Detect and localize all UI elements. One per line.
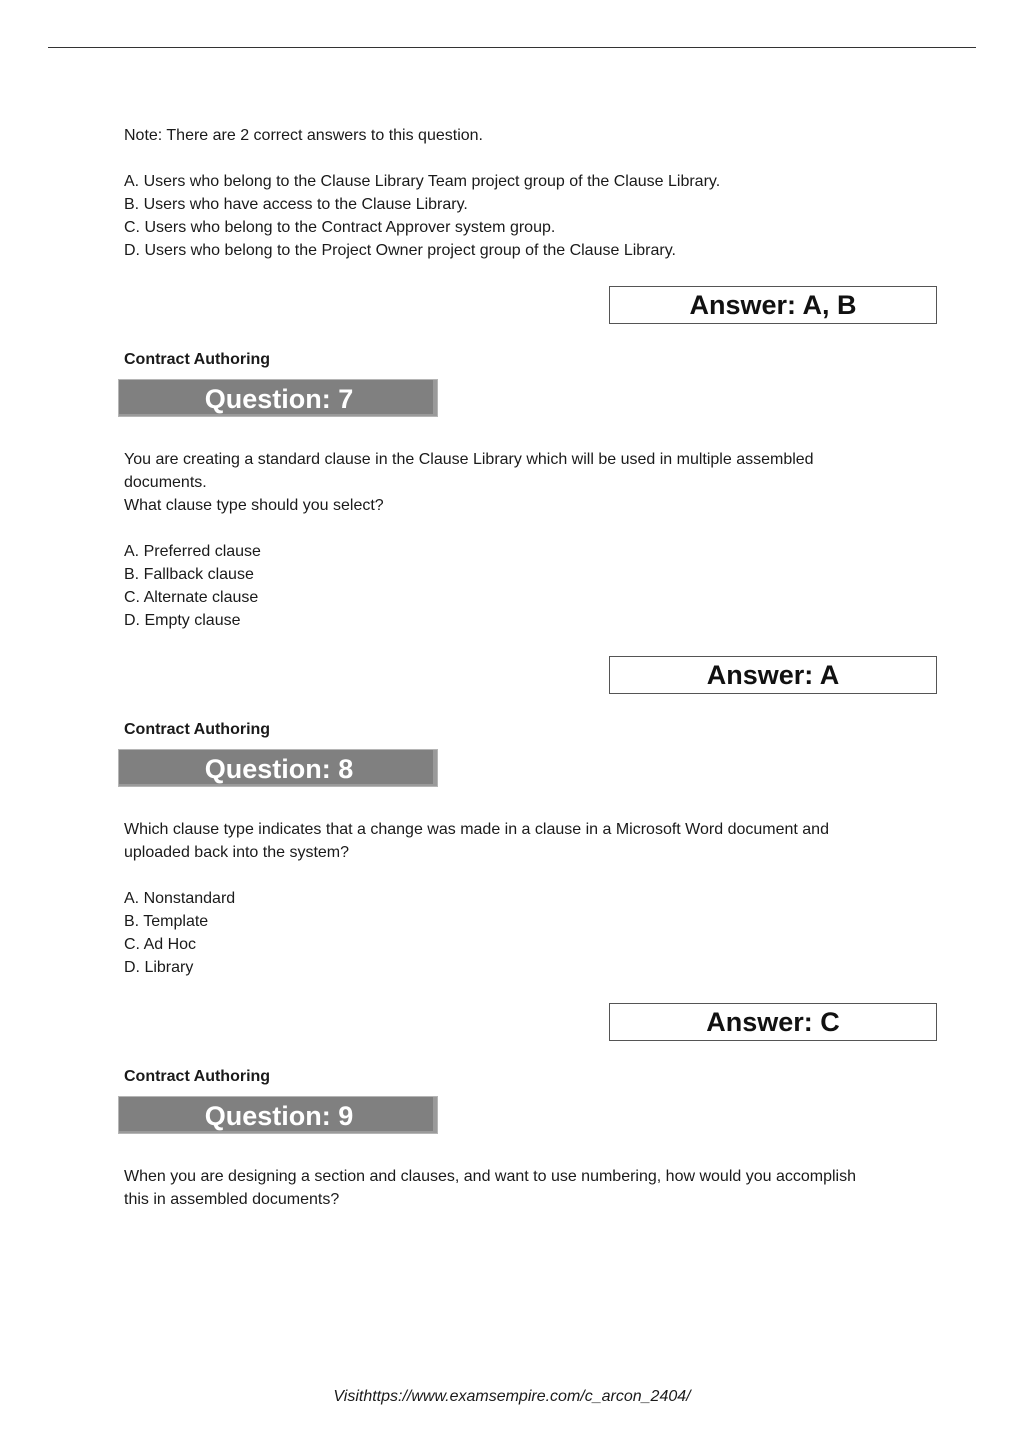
q6-answer-box: Answer: A, B	[609, 286, 937, 324]
q9-text-line-2: this in assembled documents?	[124, 1191, 340, 1208]
q9-title-bar	[118, 1096, 438, 1134]
q6-option-c: C. Users who belong to the Contract Approver system group.	[124, 219, 556, 236]
q7-title-bar	[118, 379, 438, 417]
q7-option-d: D. Empty clause	[124, 612, 241, 629]
q8-title-bar	[118, 749, 438, 787]
q6-option-d: D. Users who belong to the Project Owner project group of the Clause Library.	[124, 242, 676, 259]
q9-title: Question: 9	[204, 1101, 354, 1131]
q7-text-line-1: You are creating a standard clause in the Clause Library which will be used in multiple assembled	[124, 451, 814, 468]
q8-option-b: B. Template	[124, 913, 209, 930]
q7-answer-box: Answer: A	[609, 656, 937, 694]
q7-option-c: C. Alternate clause	[124, 589, 259, 606]
q7-text-line-3: What clause type should you select?	[124, 497, 384, 514]
q7-option-a: A. Preferred clause	[124, 543, 261, 560]
q7-text-line-2: documents.	[124, 474, 207, 491]
header-rule	[48, 47, 976, 48]
q7-category: Contract Authoring	[124, 351, 271, 368]
q9-category: Contract Authoring	[124, 1068, 271, 1085]
q8-title: Question: 8	[204, 754, 354, 784]
q6-option-b: B. Users who have access to the Clause Library.	[124, 196, 468, 213]
q7-option-b: B. Fallback clause	[124, 566, 254, 583]
q6-option-a: A. Users who belong to the Clause Library Team project group of the Clause Library.	[124, 173, 721, 190]
q9-text-line-1: When you are designing a section and clauses, and want to use numbering, how would you accomplish	[124, 1168, 856, 1185]
q8-option-d: D. Library	[124, 959, 194, 976]
q6-note: Note: There are 2 correct answers to this question.	[124, 127, 483, 144]
q8-text-line-2: uploaded back into the system?	[124, 844, 350, 861]
q8-answer-box: Answer: C	[609, 1003, 937, 1041]
q8-category: Contract Authoring	[124, 721, 271, 738]
q7-title: Question: 7	[204, 384, 354, 414]
q8-option-a: A. Nonstandard	[124, 890, 236, 907]
q8-option-c: C. Ad Hoc	[124, 936, 197, 953]
footer-link[interactable]: Visithttps://www.examsempire.com/c_arcon_2404/	[333, 1388, 691, 1405]
q8-text-line-1: Which clause type indicates that a change was made in a clause in a Microsoft Word document and	[124, 821, 829, 838]
